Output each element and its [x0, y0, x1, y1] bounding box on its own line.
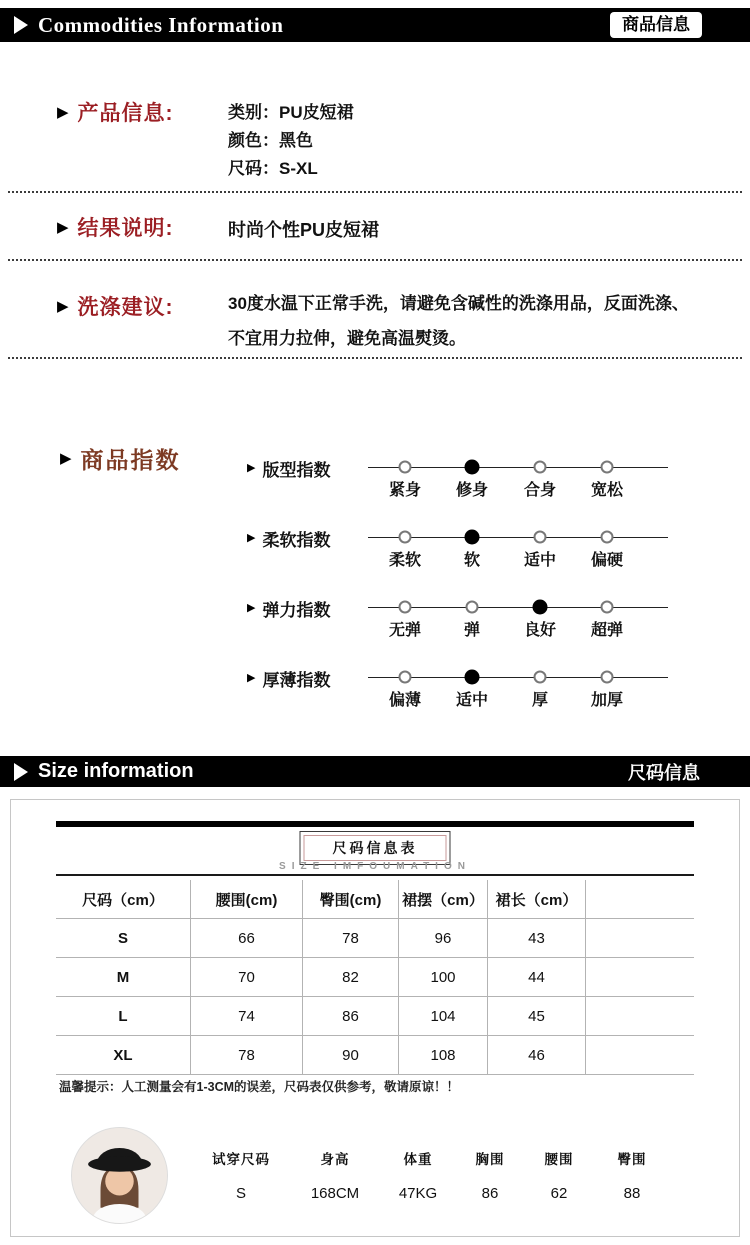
model-photo: [71, 1127, 168, 1224]
scale-option: 良好: [523, 622, 557, 639]
column-header: 臀围(cm): [303, 880, 399, 918]
size-info-panel: [10, 799, 740, 1237]
tryon-col: [457, 1148, 523, 1202]
column-header: 腰围(cm): [191, 880, 303, 918]
column-header: 尺码（cm）: [56, 880, 191, 918]
cell-waist: 74: [191, 997, 303, 1035]
index-scale-softness: [247, 524, 677, 586]
index-section-label: [60, 442, 181, 475]
wash-advice-label: [57, 291, 174, 321]
scale-dot: [399, 531, 412, 544]
dotted-divider: [8, 357, 742, 359]
scale-name: [247, 666, 330, 691]
table-row: [56, 958, 694, 997]
triangle-icon: ▶: [57, 297, 69, 315]
size-table-subtitle: SIZE IMFOUMATION: [279, 861, 471, 872]
cell-length: 46: [488, 1036, 586, 1074]
cell-waist: 78: [191, 1036, 303, 1074]
commodities-header-bar: [0, 8, 750, 42]
scale-name-text: 弹力指数: [262, 601, 331, 620]
tryon-col: [379, 1148, 457, 1202]
scale-dot: [399, 601, 412, 614]
size-table-header-row: [56, 880, 694, 919]
scale-dot: [601, 601, 614, 614]
cell-size: M: [56, 958, 191, 996]
scale-dot: [399, 671, 412, 684]
column-header: 裙长（cm）: [488, 880, 586, 918]
tryon-header: 体重: [403, 1152, 433, 1167]
scale-line: [368, 677, 668, 678]
scale-option: 弹: [463, 622, 481, 639]
index-scale-fit: [247, 454, 677, 516]
measurement-note: 温馨提示：人工测量会有1-3CM的误差，尺码表仅供参考，敬请原谅！！: [59, 1080, 460, 1094]
scale-track: [368, 524, 668, 584]
cell-hip: 90: [303, 1036, 399, 1074]
size-header-bar: [0, 756, 750, 787]
cell-size: L: [56, 997, 191, 1035]
scale-track: [368, 664, 668, 724]
scale-dot: [465, 460, 480, 475]
wash-advice-line: 30度水温下正常手洗，请避免含碱性的洗涤用品，反面洗涤、: [228, 294, 689, 313]
scale-option: 超弹: [590, 622, 624, 639]
wash-advice-line: 不宜用力拉伸，避免高温熨烫。: [228, 329, 466, 348]
cell-hip: 86: [303, 997, 399, 1035]
scale-option: 加厚: [590, 692, 624, 709]
index-section-label-text: 商品指数: [80, 447, 181, 473]
scale-option: 适中: [455, 692, 489, 709]
cell-size: S: [56, 919, 191, 957]
scale-dot: [465, 530, 480, 545]
scale-option: 厚: [531, 692, 549, 709]
model-avatar-graphic: [72, 1128, 167, 1223]
arrow-right-icon: [14, 763, 28, 781]
product-info-lines: [228, 99, 354, 183]
scale-track: [368, 594, 668, 654]
scale-name-text: 柔软指数: [262, 531, 331, 550]
header-badge-cn: 商品信息: [610, 12, 702, 38]
product-info-line: 类别：PU皮短裙: [228, 103, 354, 122]
cell-length: 45: [488, 997, 586, 1035]
tryon-value: 88: [623, 1185, 641, 1202]
scale-dot: [534, 671, 547, 684]
product-info-label-text: 产品信息:: [77, 102, 174, 125]
table-row: [56, 919, 694, 958]
index-scale-stretch: [247, 594, 677, 656]
cell-length: 43: [488, 919, 586, 957]
size-table: [56, 880, 694, 1075]
cell-hem: 104: [399, 997, 488, 1035]
scale-dot: [534, 531, 547, 544]
scale-option: 宽松: [590, 482, 624, 499]
triangle-icon: ▶: [60, 450, 72, 467]
scale-name: [247, 596, 330, 621]
header-title-en: Commodities Information: [38, 12, 284, 37]
scale-option: 偏薄: [388, 692, 422, 709]
scale-dot: [601, 531, 614, 544]
cell-filler: [586, 997, 694, 1035]
cell-hem: 108: [399, 1036, 488, 1074]
tryon-col: [595, 1148, 669, 1202]
cell-length: 44: [488, 958, 586, 996]
triangle-icon: ▶: [247, 532, 256, 544]
tryon-value: 47KG: [398, 1185, 438, 1202]
tryon-col: [523, 1148, 595, 1202]
scale-dot: [601, 461, 614, 474]
column-header: 裙摆（cm）: [399, 880, 488, 918]
size-header-title-en: Size information: [38, 760, 194, 782]
scale-option: 偏硬: [590, 552, 624, 569]
arrow-right-icon: [14, 16, 28, 34]
scale-name: [247, 456, 330, 481]
result-note-label: [57, 212, 174, 242]
size-table-title-box: [300, 831, 451, 865]
tryon-header: 臀围: [617, 1152, 647, 1167]
tryon-header: 胸围: [475, 1152, 505, 1167]
scale-dot: [466, 601, 479, 614]
cell-filler: [586, 1036, 694, 1074]
tryon-col: [291, 1148, 379, 1202]
scale-dot: [534, 461, 547, 474]
cell-waist: 70: [191, 958, 303, 996]
tryon-value: S: [235, 1185, 246, 1202]
scale-option: 紧身: [388, 482, 422, 499]
scale-option: 适中: [523, 552, 557, 569]
dotted-divider: [8, 191, 742, 193]
scale-dot: [601, 671, 614, 684]
product-info-line: 尺码：S-XL: [228, 159, 318, 178]
dotted-divider: [8, 259, 742, 261]
triangle-icon: ▶: [247, 672, 256, 684]
product-info-label: [57, 97, 174, 127]
triangle-icon: ▶: [247, 462, 256, 474]
scale-name-text: 版型指数: [262, 461, 331, 480]
cell-size: XL: [56, 1036, 191, 1074]
index-scale-thickness: [247, 664, 677, 726]
tryon-header: 身高: [320, 1152, 350, 1167]
size-table-title: 尺码信息表: [304, 835, 447, 861]
scale-option: 柔软: [388, 552, 422, 569]
cell-hip: 78: [303, 919, 399, 957]
wash-advice-lines: [228, 286, 689, 356]
tryon-value: 168CM: [310, 1185, 360, 1202]
scale-option: 修身: [455, 482, 489, 499]
wash-advice-label-text: 洗涤建议:: [77, 296, 174, 319]
tryon-col: [191, 1148, 291, 1202]
cell-hip: 82: [303, 958, 399, 996]
scale-option: 无弹: [388, 622, 422, 639]
scale-name: [247, 526, 330, 551]
tryon-value: 62: [550, 1185, 568, 1202]
triangle-icon: ▶: [57, 103, 69, 121]
cell-waist: 66: [191, 919, 303, 957]
decor-bar: [56, 821, 694, 827]
cell-hem: 100: [399, 958, 488, 996]
tryon-info: [191, 1148, 669, 1202]
cell-filler: [586, 958, 694, 996]
table-row: [56, 1036, 694, 1075]
scale-option: 合身: [523, 482, 557, 499]
cell-filler: [586, 919, 694, 957]
triangle-icon: ▶: [247, 602, 256, 614]
result-note-text: 时尚个性PU皮短裙: [228, 220, 380, 240]
scale-line: [368, 467, 668, 468]
tryon-header: 试穿尺码: [212, 1152, 270, 1167]
scale-track: [368, 454, 668, 514]
scale-dot: [399, 461, 412, 474]
scale-name-text: 厚薄指数: [262, 671, 331, 690]
scale-dot: [533, 600, 548, 615]
tryon-header: 腰围: [544, 1152, 574, 1167]
product-info-line: 颜色：黑色: [228, 131, 313, 150]
table-row: [56, 997, 694, 1036]
result-note-label-text: 结果说明:: [77, 217, 174, 240]
decor-line: [56, 874, 694, 876]
scale-dot: [465, 670, 480, 685]
triangle-icon: ▶: [57, 218, 69, 236]
scale-option: 软: [463, 552, 481, 569]
size-header-title-cn: 尺码信息: [628, 762, 700, 783]
tryon-value: 86: [481, 1185, 499, 1202]
cell-hem: 96: [399, 919, 488, 957]
column-header-filler: [586, 880, 694, 918]
scale-line: [368, 607, 668, 608]
scale-line: [368, 537, 668, 538]
